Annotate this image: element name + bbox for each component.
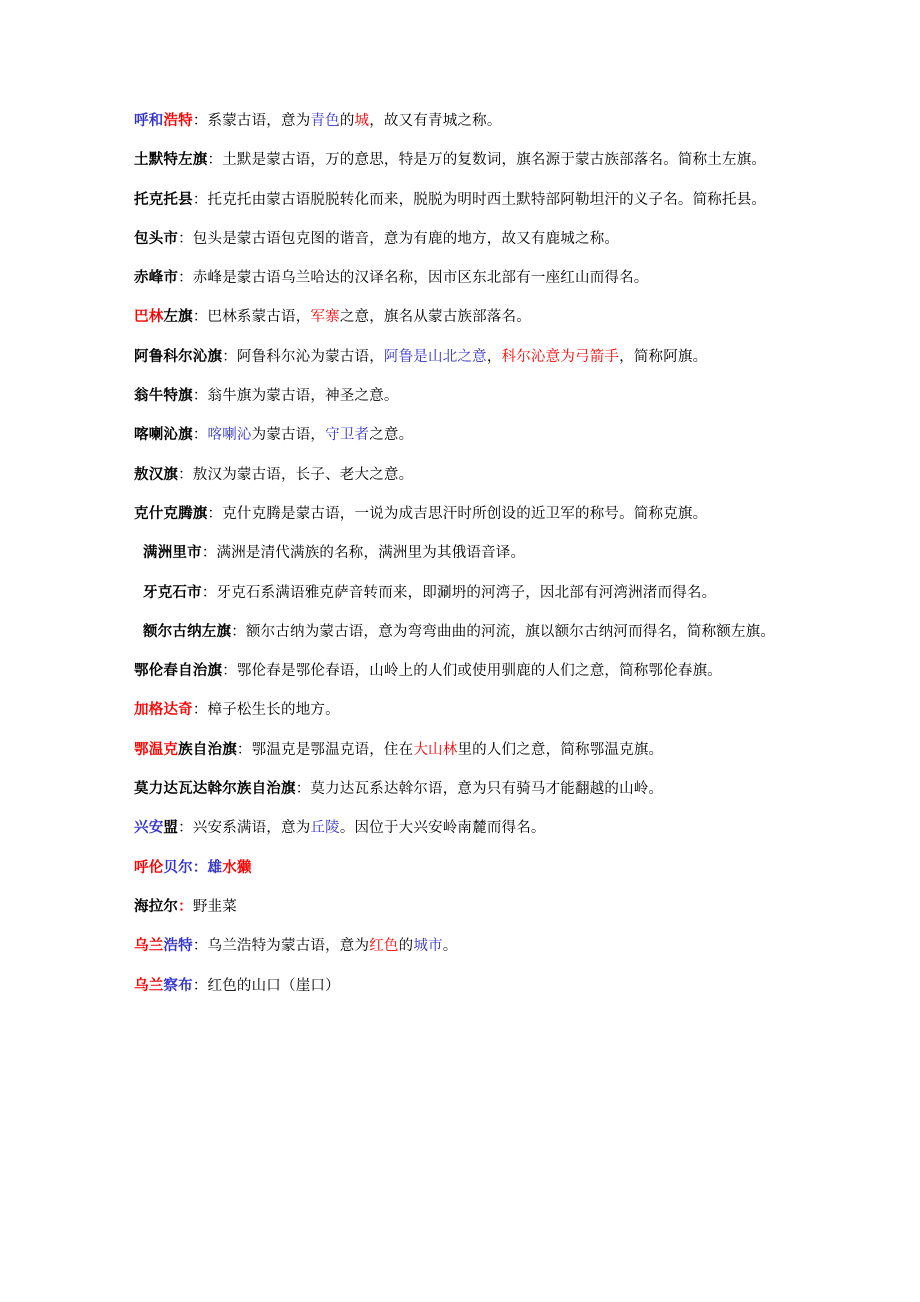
entry-molidawadawoerzuzizhiqi bbox=[134, 776, 828, 803]
entry-wengniuteqi-segment-1: ：翁牛旗为蒙古语，神圣之意。 bbox=[192, 388, 399, 405]
entry-huhehaote-segment-6: ，故又有青城之称。 bbox=[369, 113, 502, 129]
entry-wulanchabu-segment-2: ：红色的山口（崖口） bbox=[192, 977, 340, 994]
entry-huhehaote-segment-3: 青色 bbox=[310, 113, 340, 129]
entry-hailaer bbox=[134, 894, 828, 921]
entry-yakeshishi bbox=[134, 580, 828, 607]
entry-wulanhaote-segment-6: 。 bbox=[442, 938, 458, 955]
entry-xinganmeng-segment-2: ：兴安系满语，意为 bbox=[178, 820, 311, 837]
entry-xinganmeng-segment-0: 兴安 bbox=[134, 819, 164, 837]
entry-alukeerqinqi-segment-4: 科尔沁意为弓箭手 bbox=[501, 348, 620, 365]
entry-hulunbeier-segment-1: 贝尔： bbox=[163, 858, 208, 876]
entry-balinzuoqi-segment-3: 军寨 bbox=[310, 309, 340, 326]
entry-wulanhaote bbox=[134, 933, 828, 960]
entry-manzhoulishi-segment-0: 满洲里市 bbox=[143, 544, 202, 562]
entry-molidawadawoerzuzizhiqi-segment-0: 莫力达瓦达斡尔族自治旗 bbox=[134, 780, 296, 798]
entry-wulanhaote-segment-4: 的 bbox=[398, 938, 414, 955]
entry-kalaqinqi-segment-3: 为蒙古语， bbox=[251, 427, 326, 444]
entry-tuoketuoxian-segment-0: 托克托县 bbox=[134, 190, 193, 208]
entry-aohanqi-segment-1: ：敖汉为蒙古语，长子、老大之意。 bbox=[178, 466, 414, 483]
entry-huhehaote-segment-4: 的 bbox=[339, 113, 355, 129]
entry-baotoushi bbox=[134, 226, 828, 253]
entry-keshiketengqi-segment-0: 克什克腾旗 bbox=[134, 504, 208, 522]
entry-alukeerqinqi-segment-2: 阿鲁是山北之意 bbox=[383, 348, 487, 365]
entry-ewenkezuzizhiqi-segment-3: 大山林 bbox=[413, 741, 458, 758]
entry-elunchunzizhiqi-segment-0: 鄂伦春自治旗 bbox=[134, 662, 223, 680]
entry-tumotezuoqi-segment-0: 土默特左旗 bbox=[134, 151, 208, 169]
entry-eergunazuoqi-segment-0: 额尔古纳左旗 bbox=[143, 622, 232, 640]
entry-wulanhaote-segment-5: 城市 bbox=[413, 938, 443, 955]
entry-kalaqinqi-segment-0: 喀喇沁旗 bbox=[134, 426, 193, 444]
entry-hailaer-segment-1: ： bbox=[178, 897, 193, 915]
entry-manzhoulishi-segment-1: ：满洲是清代满族的名称，满洲里为其俄语音译。 bbox=[201, 545, 526, 562]
entry-keshiketengqi bbox=[134, 501, 828, 528]
entry-chifengshi-segment-0: 赤峰市 bbox=[134, 269, 179, 287]
entry-tumotezuoqi-segment-1: ：土默是蒙古语，万的意思，特是万的复数词，旗名源于蒙古族部落名。简称土左旗。 bbox=[207, 152, 767, 169]
entry-elunchunzizhiqi-segment-1: ：鄂伦春是鄂伦春语，山岭上的人们或使用驯鹿的人们之意，简称鄂伦春旗。 bbox=[222, 663, 722, 680]
entry-balinzuoqi-segment-0: 巴林 bbox=[134, 308, 164, 326]
entry-xinganmeng-segment-4: 。因位于大兴安岭南麓而得名。 bbox=[339, 820, 546, 837]
entry-alukeerqinqi-segment-1: ：阿鲁科尔沁为蒙古语， bbox=[222, 348, 384, 365]
entry-huhehaote-segment-5: 城 bbox=[354, 113, 370, 129]
entry-hailaer-segment-2: 野韭菜 bbox=[192, 898, 237, 915]
entry-molidawadawoerzuzizhiqi-segment-1: ：莫力达瓦系达斡尔语，意为只有骑马才能翻越的山岭。 bbox=[295, 781, 664, 798]
entry-wulanhaote-segment-3: 红色 bbox=[369, 938, 399, 955]
entry-alukeerqinqi bbox=[134, 344, 828, 371]
entry-hulunbeier-segment-2: 雄 bbox=[207, 858, 223, 876]
entry-ewenkezuzizhiqi-segment-4: 里的人们之意，简称鄂温克旗。 bbox=[457, 741, 664, 758]
entry-huhehaote-segment-1: 浩特 bbox=[163, 112, 193, 129]
entry-hulunbeier-segment-3: 水獭 bbox=[222, 858, 252, 876]
entry-manzhoulishi bbox=[134, 540, 828, 567]
entry-balinzuoqi-segment-1: 左旗 bbox=[163, 308, 193, 326]
entry-ewenkezuzizhiqi bbox=[134, 737, 828, 764]
entry-list bbox=[134, 108, 828, 999]
entry-xinganmeng-segment-3: 丘陵 bbox=[310, 820, 340, 837]
entry-baotoushi-segment-0: 包头市 bbox=[134, 229, 179, 247]
entry-tuoketuoxian bbox=[134, 187, 828, 214]
entry-eergunazuoqi-segment-1: ：额尔古纳为蒙古语，意为弯弯曲曲的河流，旗以额尔古纳河而得名，简称额左旗。 bbox=[231, 623, 776, 640]
entry-jiagedaqi bbox=[134, 697, 828, 724]
entry-xinganmeng-segment-1: 盟 bbox=[163, 819, 179, 837]
entry-ewenkezuzizhiqi-segment-0: 鄂温克 bbox=[134, 740, 179, 758]
entry-chifengshi bbox=[134, 265, 828, 292]
entry-ewenkezuzizhiqi-segment-1: 族自治旗 bbox=[178, 740, 237, 758]
entry-wulanhaote-segment-0: 乌兰 bbox=[134, 937, 164, 955]
entry-hulunbeier bbox=[134, 855, 828, 882]
entry-balinzuoqi-segment-4: 之意，旗名从蒙古族部落名。 bbox=[339, 309, 531, 326]
entry-balinzuoqi bbox=[134, 304, 828, 331]
entry-aohanqi-segment-0: 敖汉旗 bbox=[134, 465, 179, 483]
entry-tumotezuoqi bbox=[134, 147, 828, 174]
entry-huhehaote-segment-2: ：系蒙古语，意为 bbox=[192, 113, 311, 129]
entry-xinganmeng bbox=[134, 815, 828, 842]
entry-hulunbeier-segment-0: 呼伦 bbox=[134, 858, 164, 876]
entry-alukeerqinqi-segment-3: ， bbox=[486, 348, 502, 365]
entry-wengniuteqi bbox=[134, 383, 828, 410]
entry-huhehaote-segment-0: 呼和 bbox=[134, 112, 164, 129]
entry-wulanhaote-segment-1: 浩特 bbox=[163, 937, 193, 955]
entry-jiagedaqi-segment-1: ：樟子松生长的地方。 bbox=[192, 702, 340, 719]
entry-yakeshishi-segment-1: ：牙克石系满语雅克萨音转而来，即涮坍的河湾子，因北部有河湾洲渚而得名。 bbox=[201, 584, 717, 601]
entry-chifengshi-segment-1: ：赤峰是蒙古语乌兰哈达的汉译名称，因市区东北部有一座红山而得名。 bbox=[178, 270, 649, 287]
entry-wulanchabu-segment-1: 察布 bbox=[163, 976, 193, 994]
entry-elunchunzizhiqi bbox=[134, 658, 828, 685]
entry-wulanchabu bbox=[134, 973, 828, 1000]
entry-keshiketengqi-segment-1: ：克什克腾是蒙古语，一说为成吉思汗时所创设的近卫军的称号。简称克旗。 bbox=[207, 505, 708, 522]
entry-kalaqinqi-segment-5: 之意。 bbox=[369, 427, 414, 444]
entry-jiagedaqi-segment-0: 加格达奇 bbox=[134, 701, 193, 719]
entry-alukeerqinqi-segment-0: 阿鲁科尔沁旗 bbox=[134, 347, 223, 365]
entry-aohanqi bbox=[134, 462, 828, 489]
entry-wulanchabu-segment-0: 乌兰 bbox=[134, 976, 164, 994]
entry-eergunazuoqi bbox=[134, 619, 828, 646]
entry-wengniuteqi-segment-0: 翁牛特旗 bbox=[134, 387, 193, 405]
entry-kalaqinqi-segment-1: ： bbox=[192, 427, 208, 444]
entry-kalaqinqi bbox=[134, 422, 828, 449]
entry-alukeerqinqi-segment-5: ，简称阿旗。 bbox=[619, 348, 708, 365]
entry-wulanhaote-segment-2: ：乌兰浩特为蒙古语，意为 bbox=[192, 938, 370, 955]
entry-balinzuoqi-segment-2: ：巴林系蒙古语， bbox=[192, 309, 311, 326]
entry-baotoushi-segment-1: ：包头是蒙古语包克图的谐音，意为有鹿的地方，故又有鹿城之称。 bbox=[178, 230, 620, 247]
entry-huhehaote bbox=[134, 108, 828, 135]
entry-hailaer-segment-0: 海拉尔 bbox=[134, 897, 179, 915]
entry-tuoketuoxian-segment-1: ：托克托由蒙古语脱脱转化而来，脱脱为明时西土默特部阿勒坦汗的义子名。简称托县。 bbox=[192, 191, 767, 208]
entry-ewenkezuzizhiqi-segment-2: ：鄂温克是鄂温克语，住在 bbox=[236, 741, 414, 758]
entry-kalaqinqi-segment-4: 守卫者 bbox=[325, 427, 370, 444]
entry-kalaqinqi-segment-2: 喀喇沁 bbox=[207, 427, 252, 444]
entry-yakeshishi-segment-0: 牙克石市 bbox=[143, 583, 202, 601]
